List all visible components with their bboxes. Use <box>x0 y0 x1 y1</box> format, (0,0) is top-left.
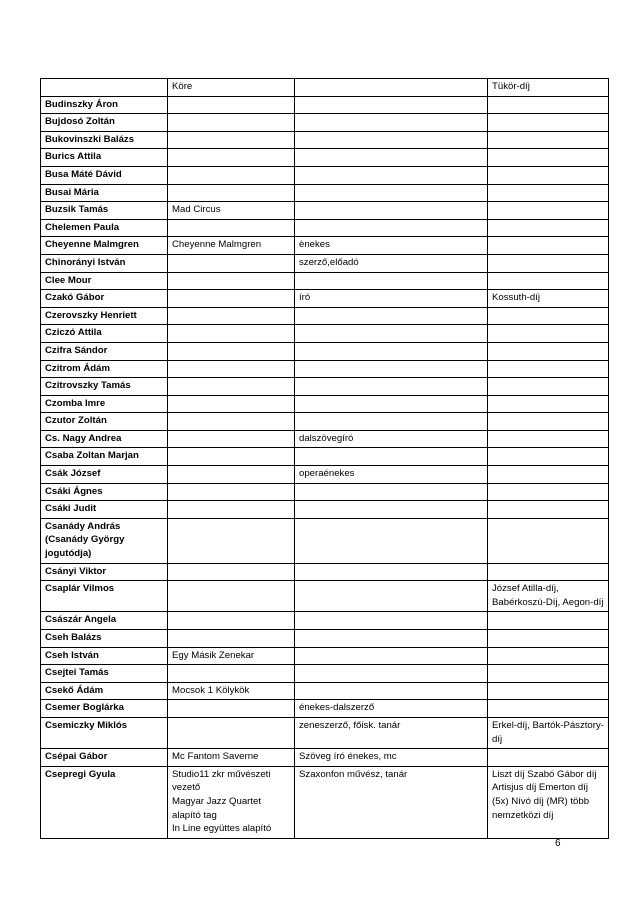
award-cell <box>488 647 609 665</box>
award-cell <box>488 149 609 167</box>
table-row <box>41 630 609 648</box>
name-cell <box>41 665 168 683</box>
cell-text: Czomba Imre <box>45 397 106 409</box>
kore-cell <box>168 665 295 683</box>
name-cell <box>41 581 168 612</box>
cell-text: Czitrovszky Tamás <box>45 380 131 392</box>
cell-text: operaénekes <box>299 468 355 480</box>
role-cell <box>295 166 488 184</box>
name-cell <box>41 612 168 630</box>
name-cell <box>41 202 168 220</box>
name-cell <box>41 96 168 114</box>
kore-cell <box>168 501 295 519</box>
kore-cell <box>168 413 295 431</box>
table-body <box>41 79 609 839</box>
kore-cell <box>168 114 295 132</box>
cell-text: Császár Angela <box>45 614 117 626</box>
name-cell <box>41 342 168 360</box>
cell-text: ènekes <box>299 239 330 251</box>
role-cell <box>295 202 488 220</box>
role-cell <box>295 395 488 413</box>
award-cell <box>488 518 609 563</box>
kore-cell <box>168 466 295 484</box>
cell-text: Cseh István <box>45 649 99 661</box>
name-cell <box>41 700 168 718</box>
kore-cell <box>168 237 295 255</box>
name-cell <box>41 131 168 149</box>
table-row <box>41 219 609 237</box>
role-cell <box>295 184 488 202</box>
role-cell <box>295 430 488 448</box>
name-cell <box>41 290 168 308</box>
award-cell <box>488 254 609 272</box>
cell-text: dalszövegíró <box>299 432 354 444</box>
role-cell <box>295 630 488 648</box>
cell-text: Cziczó Attila <box>45 327 102 339</box>
kore-cell <box>168 219 295 237</box>
award-cell <box>488 342 609 360</box>
kore-cell <box>168 563 295 581</box>
role-cell <box>295 581 488 612</box>
role-cell <box>295 665 488 683</box>
role-cell <box>295 612 488 630</box>
award-cell <box>488 665 609 683</box>
role-cell <box>295 237 488 255</box>
name-cell <box>41 448 168 466</box>
role-cell <box>295 272 488 290</box>
table-row <box>41 325 609 343</box>
award-cell <box>488 612 609 630</box>
cell-text: Budinszky Áron <box>45 98 119 110</box>
role-cell <box>295 254 488 272</box>
kore-cell <box>168 254 295 272</box>
name-cell <box>41 166 168 184</box>
cell-text: Czerovszky Henriett <box>45 309 137 321</box>
award-cell <box>488 466 609 484</box>
award-cell <box>488 501 609 519</box>
award-cell <box>488 96 609 114</box>
role-cell <box>295 466 488 484</box>
name-cell <box>41 378 168 396</box>
kore-cell <box>168 630 295 648</box>
cell-text: Csejtei Tamás <box>45 667 109 679</box>
role-cell <box>295 149 488 167</box>
name-cell <box>41 501 168 519</box>
cell-text: Csanády András (Csanády György jogutódja) <box>45 520 125 560</box>
role-cell <box>295 448 488 466</box>
award-cell <box>488 272 609 290</box>
cell-text: Csekő Ádám <box>45 684 104 696</box>
role-cell <box>295 342 488 360</box>
name-cell <box>41 647 168 665</box>
award-cell <box>488 483 609 501</box>
name-cell <box>41 430 168 448</box>
document-table-container <box>40 78 608 839</box>
name-cell <box>41 630 168 648</box>
name-cell <box>41 325 168 343</box>
table-row <box>41 131 609 149</box>
role-cell <box>295 501 488 519</box>
table-row <box>41 307 609 325</box>
kore-cell <box>168 342 295 360</box>
table-row <box>41 272 609 290</box>
table-row <box>41 395 609 413</box>
table-row <box>41 342 609 360</box>
role-cell <box>295 325 488 343</box>
table-row <box>41 378 609 396</box>
award-cell <box>488 166 609 184</box>
kore-cell <box>168 647 295 665</box>
cell-text: Studio11 zkr művészeti vezető <box>172 768 271 794</box>
cell-text: Chinorányi István <box>45 256 126 268</box>
cell-text: Cheyenne Malmgren <box>172 239 262 251</box>
table-row <box>41 518 609 563</box>
kore-cell <box>168 395 295 413</box>
kore-cell <box>168 448 295 466</box>
cell-text: Csemer Boglárka <box>45 702 124 714</box>
award-cell <box>488 325 609 343</box>
name-cell <box>41 395 168 413</box>
table-row <box>41 184 609 202</box>
kore-cell <box>168 360 295 378</box>
award-cell <box>488 630 609 648</box>
cell-text: Clee Mour <box>45 274 92 286</box>
cell-text: In Line együttes alapító <box>172 823 272 835</box>
name-cell <box>41 563 168 581</box>
award-cell <box>488 378 609 396</box>
award-cell <box>488 682 609 700</box>
role-cell <box>295 360 488 378</box>
award-cell <box>488 717 609 748</box>
cell-text: Bukovinszki Balázs <box>45 133 135 145</box>
kore-cell <box>168 96 295 114</box>
kore-cell <box>168 749 295 767</box>
table-row <box>41 665 609 683</box>
award-cell <box>488 237 609 255</box>
kore-cell <box>168 581 295 612</box>
award-cell <box>488 114 609 132</box>
role-cell <box>295 563 488 581</box>
kore-cell <box>168 612 295 630</box>
award-cell <box>488 202 609 220</box>
cell-text: József Atilla-díj, Babérkoszú-Díj, Aegon-díj <box>492 583 604 608</box>
name-cell <box>41 360 168 378</box>
cell-text: Kossuth-díj <box>492 292 540 304</box>
name-cell <box>41 184 168 202</box>
cell-text: énekes-dalszerző <box>299 702 375 714</box>
table-row <box>41 448 609 466</box>
cell-text: Csépai Gábor <box>45 751 108 763</box>
name-cell <box>41 749 168 767</box>
role-cell <box>295 518 488 563</box>
cell-text: író <box>299 292 311 304</box>
role-cell <box>295 307 488 325</box>
award-cell <box>488 749 609 767</box>
role-cell <box>295 131 488 149</box>
name-cell <box>41 483 168 501</box>
role-cell <box>295 700 488 718</box>
cell-text: Mad Circus <box>172 204 221 216</box>
cell-text: Egy Másik Zenekar <box>172 649 255 661</box>
cell-text: Csáki Judit <box>45 503 97 515</box>
table-row <box>41 749 609 767</box>
cell-text: szerző,előadó <box>299 256 359 268</box>
name-cell <box>41 237 168 255</box>
role-cell <box>295 717 488 748</box>
kore-cell <box>168 766 295 838</box>
cell-text: Csepregi Gyula <box>45 768 116 780</box>
kore-cell <box>168 682 295 700</box>
header-cell-kore: Köre <box>168 79 295 97</box>
table-row <box>41 466 609 484</box>
cell-text: Busai Mária <box>45 186 99 198</box>
header-cell-name <box>41 79 168 97</box>
table-row <box>41 430 609 448</box>
header-cell-role <box>295 79 488 97</box>
kore-cell <box>168 430 295 448</box>
table-row <box>41 237 609 255</box>
table-row <box>41 766 609 838</box>
name-cell <box>41 766 168 838</box>
award-cell <box>488 290 609 308</box>
cell-text: Liszt díj Szabó Gábor díj Artisjus díj Emerton díj (5x) Nívó díj (MR) több nemzetközi díj <box>492 768 597 821</box>
name-cell <box>41 466 168 484</box>
name-cell <box>41 682 168 700</box>
cell-text: Bujdosó Zoltán <box>45 116 115 128</box>
kore-cell <box>168 166 295 184</box>
cell-text: Buzsik Tamás <box>45 204 109 216</box>
name-cell <box>41 413 168 431</box>
kore-cell <box>168 700 295 718</box>
role-cell <box>295 647 488 665</box>
table-row <box>41 114 609 132</box>
role-cell <box>295 290 488 308</box>
role-cell <box>295 96 488 114</box>
award-cell <box>488 184 609 202</box>
award-cell <box>488 413 609 431</box>
table-row <box>41 647 609 665</box>
cell-text: Szöveg író énekes, mc <box>299 751 397 763</box>
name-cell <box>41 149 168 167</box>
role-cell <box>295 114 488 132</box>
award-cell <box>488 430 609 448</box>
role-cell <box>295 413 488 431</box>
table-row <box>41 360 609 378</box>
artists-table <box>40 78 609 839</box>
table-row <box>41 166 609 184</box>
table-row <box>41 202 609 220</box>
name-cell <box>41 307 168 325</box>
cell-text: Mocsok 1 Kölykök <box>172 684 250 696</box>
cell-text: Czutor Zoltán <box>45 415 107 427</box>
award-cell <box>488 581 609 612</box>
table-row <box>41 612 609 630</box>
kore-cell <box>168 149 295 167</box>
cell-text: Cs. Nagy Andrea <box>45 432 122 444</box>
name-cell <box>41 114 168 132</box>
role-cell <box>295 219 488 237</box>
kore-cell <box>168 307 295 325</box>
kore-cell <box>168 184 295 202</box>
cell-text: Szaxonfon művész, tanár <box>299 768 408 780</box>
kore-cell <box>168 272 295 290</box>
table-row <box>41 290 609 308</box>
role-cell <box>295 483 488 501</box>
table-row <box>41 700 609 718</box>
cell-text: Csaplár Vilmos <box>45 583 115 595</box>
table-row <box>41 563 609 581</box>
role-cell <box>295 766 488 838</box>
award-cell <box>488 700 609 718</box>
award-cell <box>488 395 609 413</box>
award-cell <box>488 766 609 838</box>
table-row <box>41 413 609 431</box>
cell-text: Czakó Gábor <box>45 292 105 304</box>
table-row <box>41 581 609 612</box>
name-cell <box>41 518 168 563</box>
table-row <box>41 149 609 167</box>
page-number: 6 <box>555 838 561 849</box>
name-cell <box>41 272 168 290</box>
table-row <box>41 717 609 748</box>
kore-cell <box>168 378 295 396</box>
table-row <box>41 682 609 700</box>
award-cell <box>488 219 609 237</box>
cell-text: Chelemen Paula <box>45 221 120 233</box>
cell-text: Cseh Balázs <box>45 632 102 643</box>
cell-text: Csáki Ágnes <box>45 485 103 497</box>
name-cell <box>41 717 168 748</box>
table-row <box>41 96 609 114</box>
award-cell <box>488 307 609 325</box>
table-header-row <box>41 79 609 97</box>
cell-text: Cheyenne Malmgren <box>45 239 139 251</box>
kore-cell <box>168 518 295 563</box>
role-cell <box>295 378 488 396</box>
table-row <box>41 483 609 501</box>
award-cell <box>488 563 609 581</box>
cell-text: Busa Máté Dávid <box>45 168 122 180</box>
cell-text: Czifra Sándor <box>45 344 108 356</box>
header-cell-award: Tükör-díj <box>488 79 609 97</box>
cell-text: Burics Attila <box>45 151 102 163</box>
role-cell <box>295 749 488 767</box>
cell-text: Mc Fantom Saverne <box>172 751 259 763</box>
cell-text: Erkel-díj, Bartók-Pásztory-díj <box>492 719 604 745</box>
name-cell <box>41 254 168 272</box>
role-cell <box>295 682 488 700</box>
kore-cell <box>168 202 295 220</box>
cell-text: Csaba Zoltan Marjan <box>45 450 139 462</box>
kore-cell <box>168 131 295 149</box>
cell-text: Czitrom Ádám <box>45 362 111 374</box>
award-cell <box>488 131 609 149</box>
kore-cell <box>168 325 295 343</box>
cell-text: Magyar Jazz Quartet alapító tag <box>172 795 262 821</box>
award-cell <box>488 360 609 378</box>
kore-cell <box>168 290 295 308</box>
name-cell <box>41 219 168 237</box>
award-cell <box>488 448 609 466</box>
cell-text: Csemiczky Miklós <box>45 719 128 731</box>
cell-text: Csák József <box>45 468 101 480</box>
cell-text: zeneszerző, főisk. tanár <box>299 719 401 731</box>
kore-cell <box>168 717 295 748</box>
table-row <box>41 254 609 272</box>
cell-text: Csányi Viktor <box>45 565 107 577</box>
table-row <box>41 501 609 519</box>
kore-cell <box>168 483 295 501</box>
